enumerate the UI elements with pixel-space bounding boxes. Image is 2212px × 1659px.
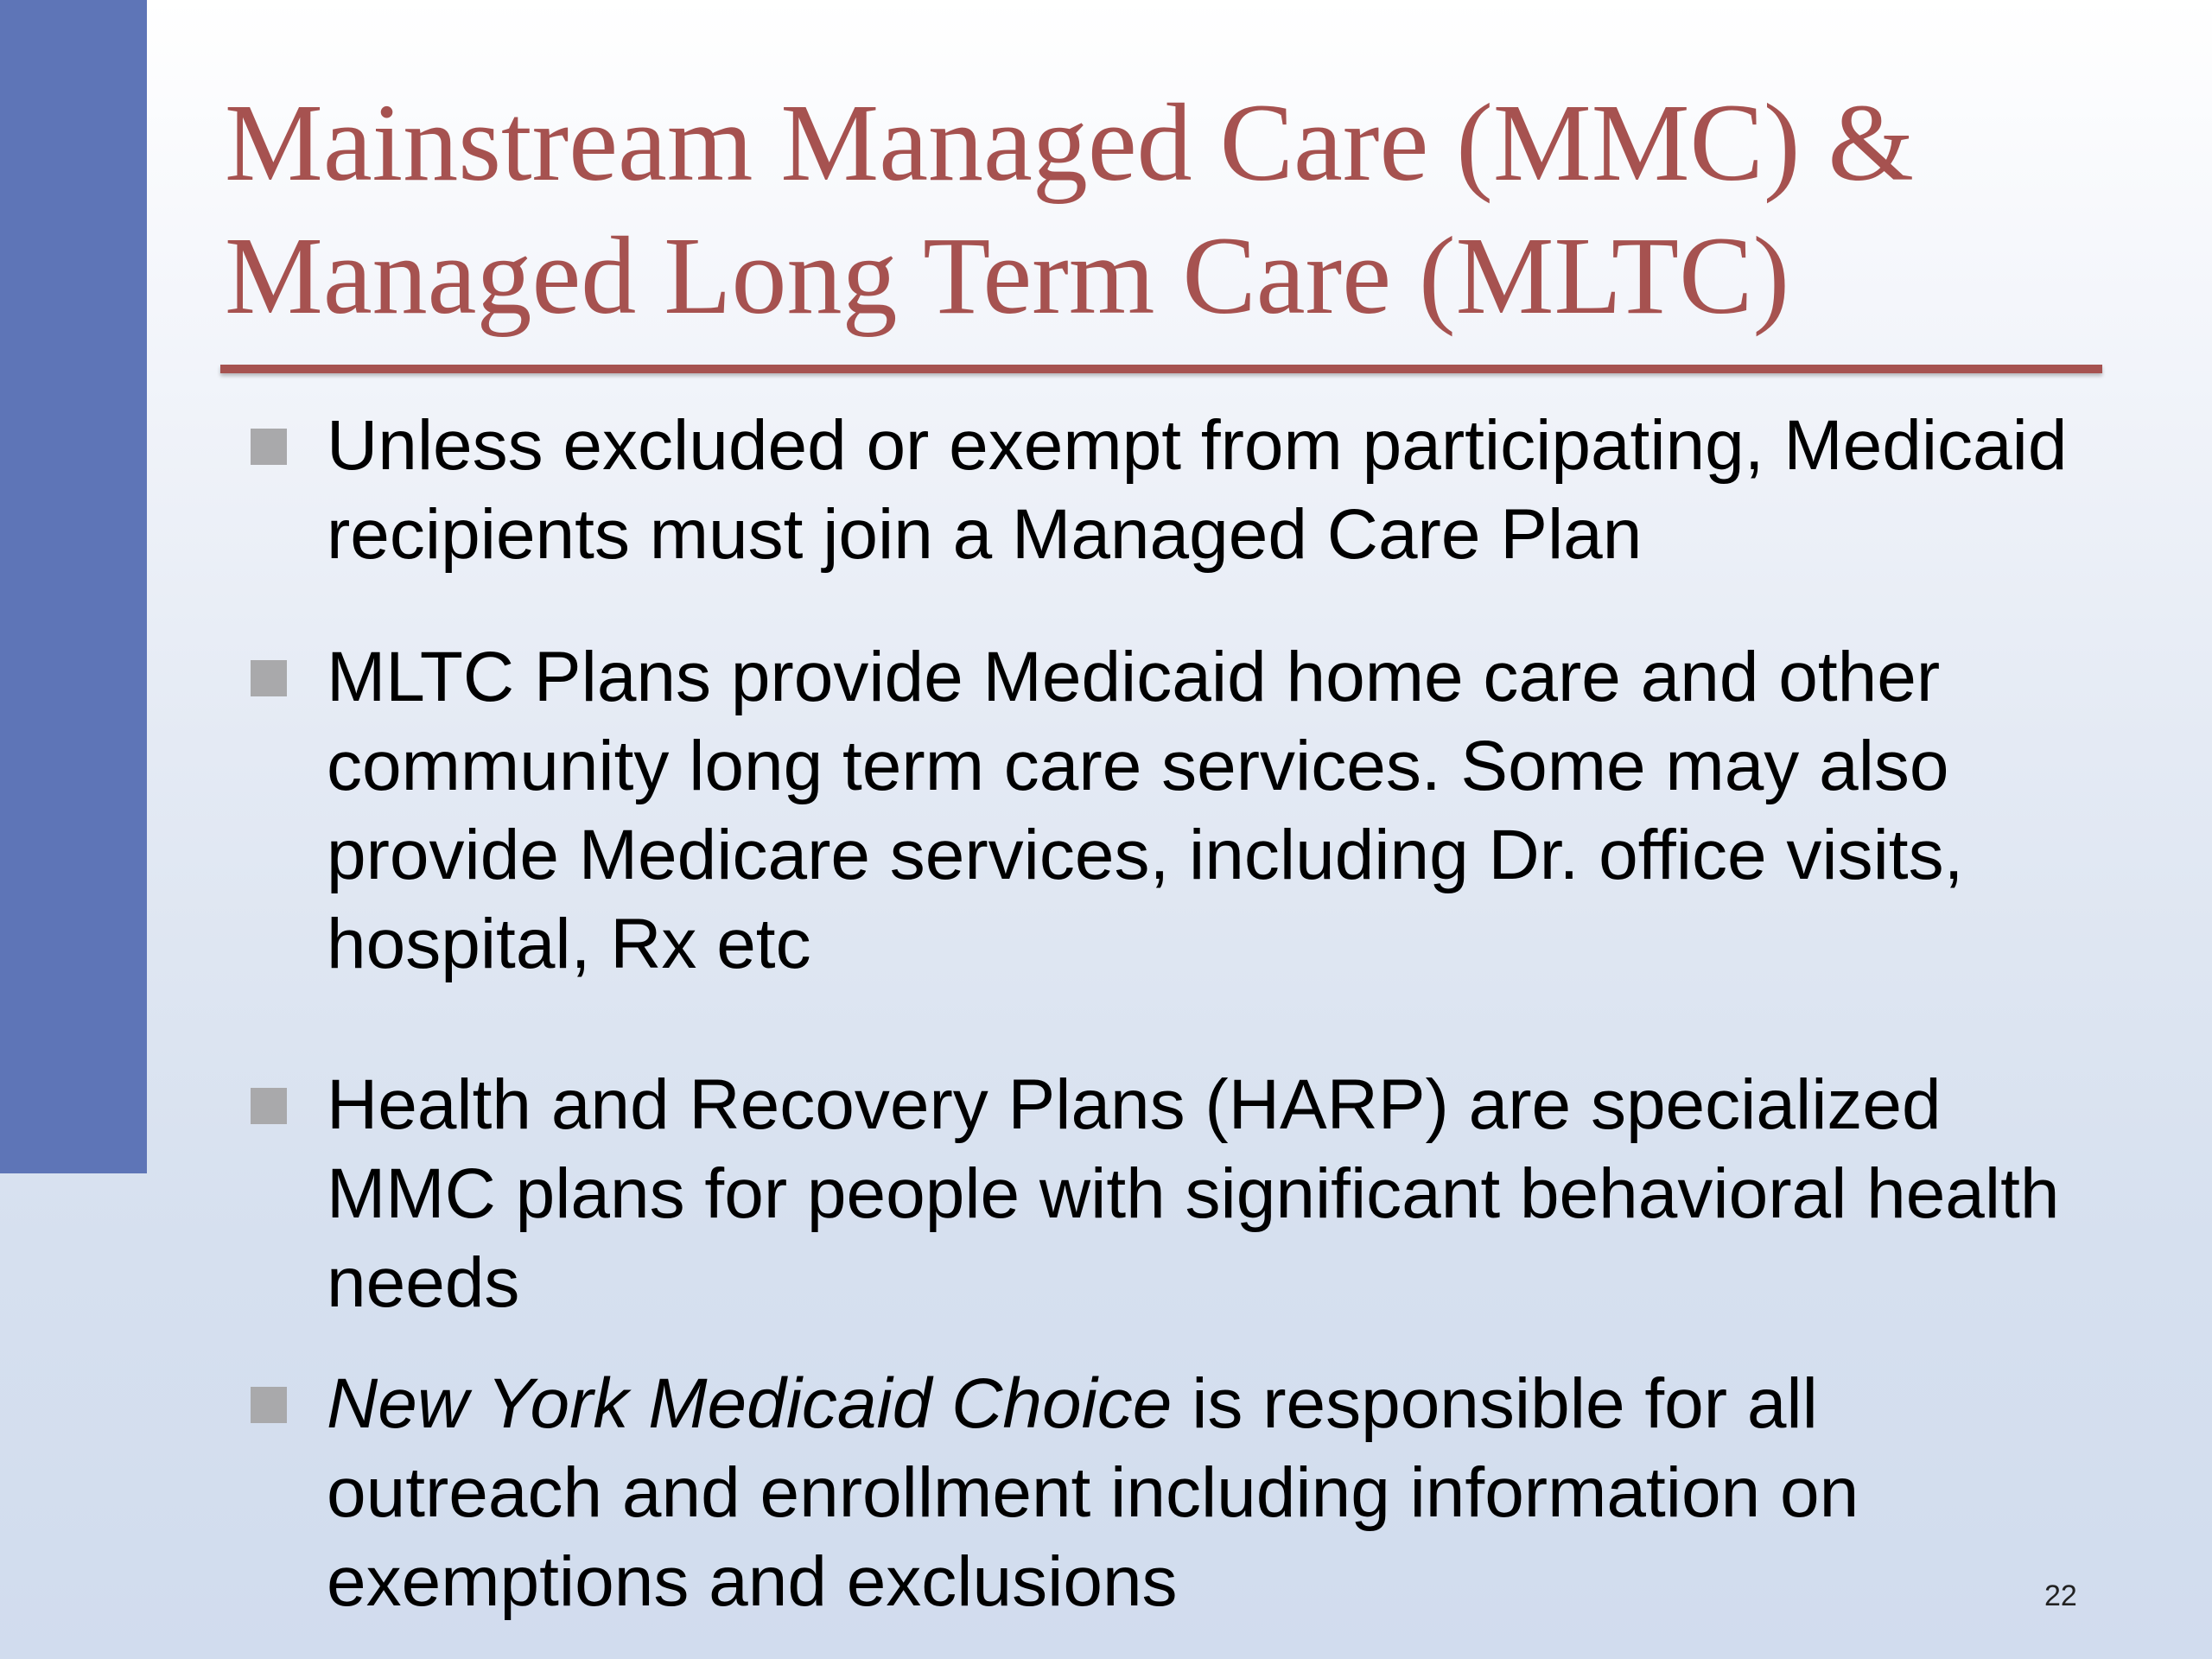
title-divider bbox=[220, 365, 2102, 373]
bullet-italic-text: New York Medicaid Choice bbox=[327, 1364, 1173, 1443]
bullet-text: Health and Recovery Plans (HARP) are specialized MMC plans for people with significant behavioral health needs bbox=[327, 1065, 2060, 1322]
slide-title bbox=[225, 76, 2126, 342]
bullet-regular-text: is responsible for all outreach and enrollment including information on exemptions and exclusions bbox=[327, 1364, 1859, 1621]
bullet-text: Unless excluded or exempt from participating, Medicaid recipients must join a Managed Care Plan bbox=[327, 406, 2068, 574]
slide-title-line-1: Mainstream Managed Care (MMC) & bbox=[225, 81, 1915, 204]
side-accent-bar bbox=[0, 0, 147, 1173]
bullet-marker bbox=[251, 1088, 287, 1124]
bullet-marker bbox=[251, 429, 287, 465]
bullet-marker bbox=[251, 1387, 287, 1423]
bullet-text: MLTC Plans provide Medicaid home care and other community long term care services. Some may also provide Medicare services, including Dr. office visits, hospital, Rx etc bbox=[327, 638, 1964, 983]
page-number: 22 bbox=[2044, 1580, 2077, 1612]
slide-title-line-2: Managed Long Term Care (MLTC) bbox=[225, 214, 1790, 337]
bullet-marker bbox=[251, 660, 287, 696]
bullet-text bbox=[327, 1359, 2072, 1626]
